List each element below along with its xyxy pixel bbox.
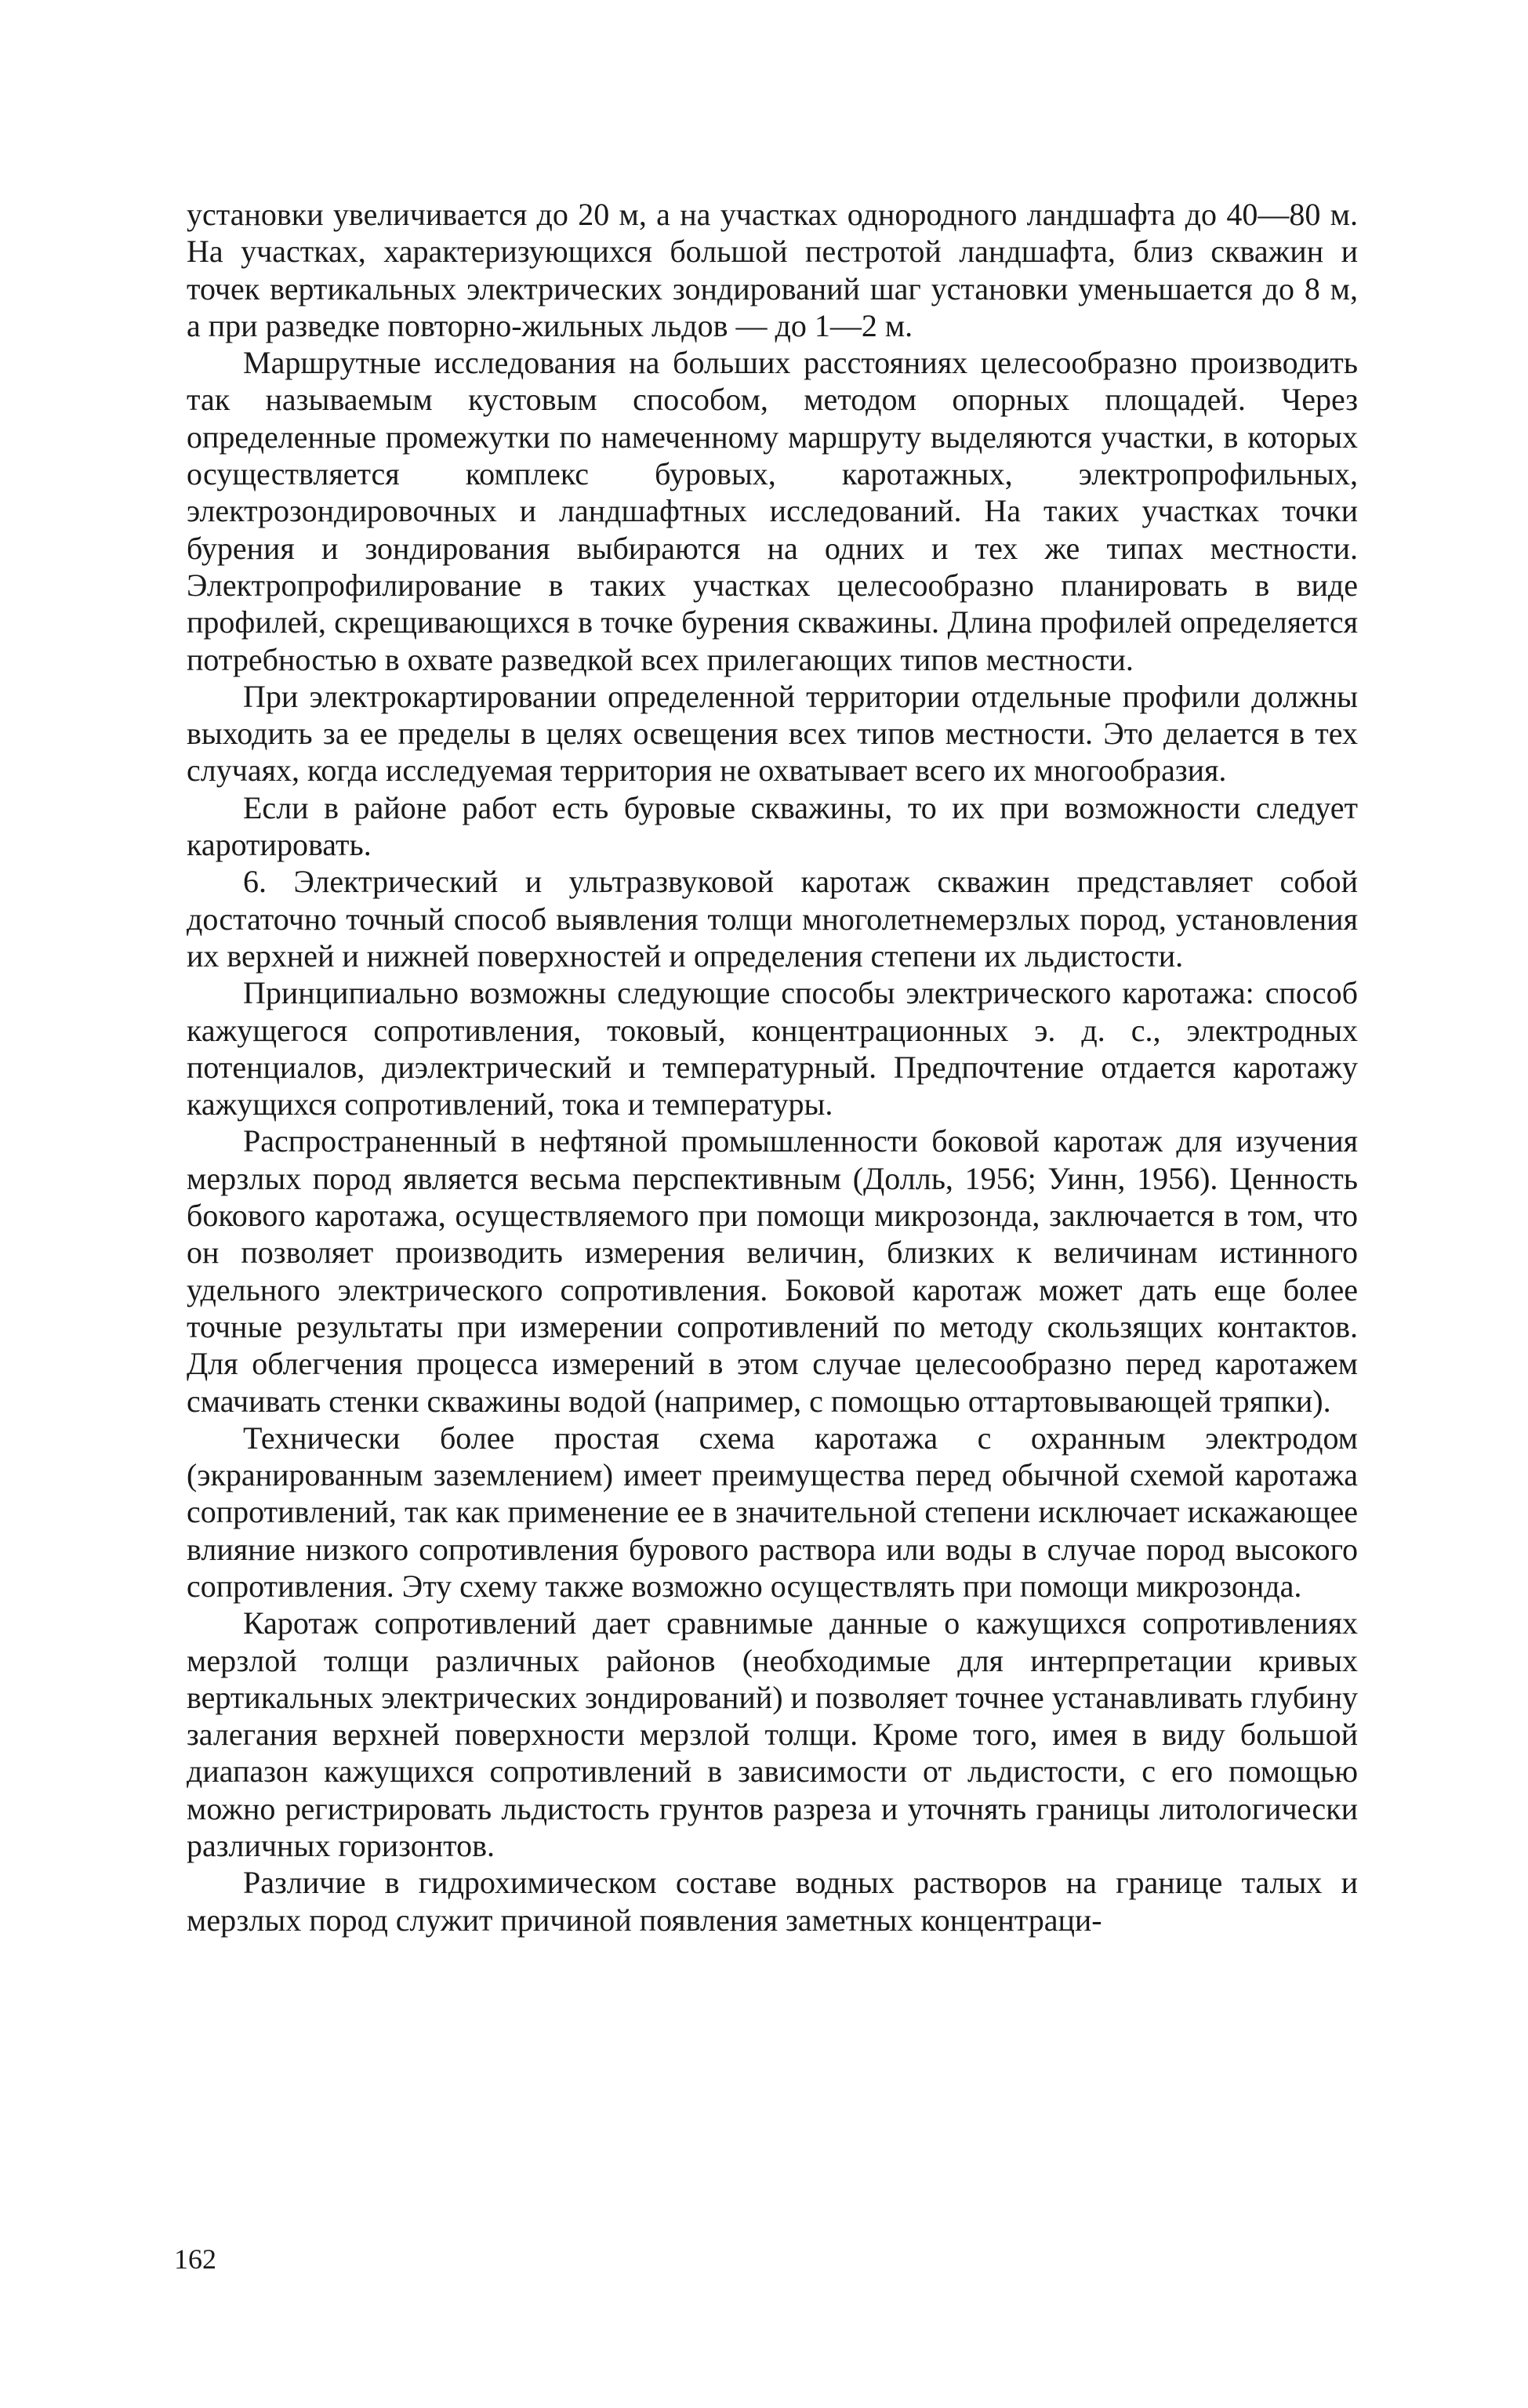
paragraph: При электрокартировании определенной территории отдельные профили должны выходить за ее пределы в целях освещения всех типов местности. Это делается в тех случаях, когда исследуемая территория не охватывает всего их многообразия.: [187, 678, 1358, 789]
paragraph-continuation: установки увеличивается до 20 м, а на участках однородного ландшафта до 40—80 м. На участках, характеризующихся большой пестротой ландшафта, близ скважин и точек вертикальных электрических зондирований шаг установки уменьшается до 8 м, а при разведке повторно-жильных льдов — до 1—2 м.: [187, 197, 1358, 343]
paragraph: Маршрутные исследования на больших расстояниях целесообразно производить так называемым кустовым способом, методом опорных площадей. Через определенные промежутки по намеченному маршруту выделяются участки, в которых осуществляется комплекс буровых, каротажных, электропрофильных, электрозондировочных и ландшафтных исследований. На таких участках точки бурения и зондирования выбираются на одних и тех же типах местности. Электропрофилирование в таких участках целесообразно планировать в виде профилей, скрещивающихся в точке бурения скважины. Длина профилей определяется потребностью в охвате разведкой всех прилегающих типов местности.: [187, 345, 1358, 677]
paragraph: Принципиально возможны следующие способы электрического каротажа: способ кажущегося сопротивления, токовый, концентрационных э. д. с., электродных потенциалов, диэлектрический и температурный. Предпочтение отдается каротажу кажущихся сопротивлений, тока и температуры.: [187, 975, 1358, 1122]
paragraph: Если в районе работ есть буровые скважины, то их при возможности следует каротировать.: [187, 789, 1358, 863]
paragraph: 6. Электрический и ультразвуковой каротаж скважин представляет собой достаточно точный способ выявления толщи многолетнемерзлых пород, установления их верхней и нижней поверхностей и определения степени их льдистости.: [187, 864, 1358, 974]
body-text: [187, 196, 1358, 1938]
paragraph: Технически более простая схема каротажа с охранным электродом (экранированным заземлением) имеет преимущества перед обычной схемой каротажа сопротивлений, так как применение ее в значительной степени исключает искажающее влияние низкого сопротивления бурового раствора или воды в случае пород высокого сопротивления. Эту схему также возможно осуществлять при помощи микрозонда.: [187, 1420, 1358, 1604]
page-number: 162: [174, 2243, 216, 2275]
paragraph: Различие в гидрохимическом составе водных растворов на границе талых и мерзлых пород служит причиной появления заметных концентраци-: [187, 1865, 1358, 1938]
paragraph: Каротаж сопротивлений дает сравнимые данные о кажущихся сопротивлениях мерзлой толщи различных районов (необходимые для интерпретации кривых вертикальных электрических зондирований) и позволяет точнее устанавливать глубину залегания верхней поверхности мерзлой толщи. Кроме того, имея в виду большой диапазон кажущихся сопротивлений в зависимости от льдистости, с его помощью можно регистрировать льдистость грунтов разреза и уточнять границы литологически различных горизонтов.: [187, 1605, 1358, 1864]
paragraph: Распространенный в нефтяной промышленности боковой каротаж для изучения мерзлых пород является весьма перспективным (Долль, 1956; Уинн, 1956). Ценность бокового каротажа, осуществляемого при помощи микрозонда, заключается в том, что он позволяет производить измерения величин, близких к величинам истинного удельного электрического сопротивления. Боковой каротаж может дать еще более точные результаты при измерении сопротивлений по методу скользящих контактов. Для облегчения процесса измерений в этом случае целесообразно перед каротажем смачивать стенки скважины водой (например, с помощью оттартовывающей тряпки).: [187, 1123, 1358, 1419]
